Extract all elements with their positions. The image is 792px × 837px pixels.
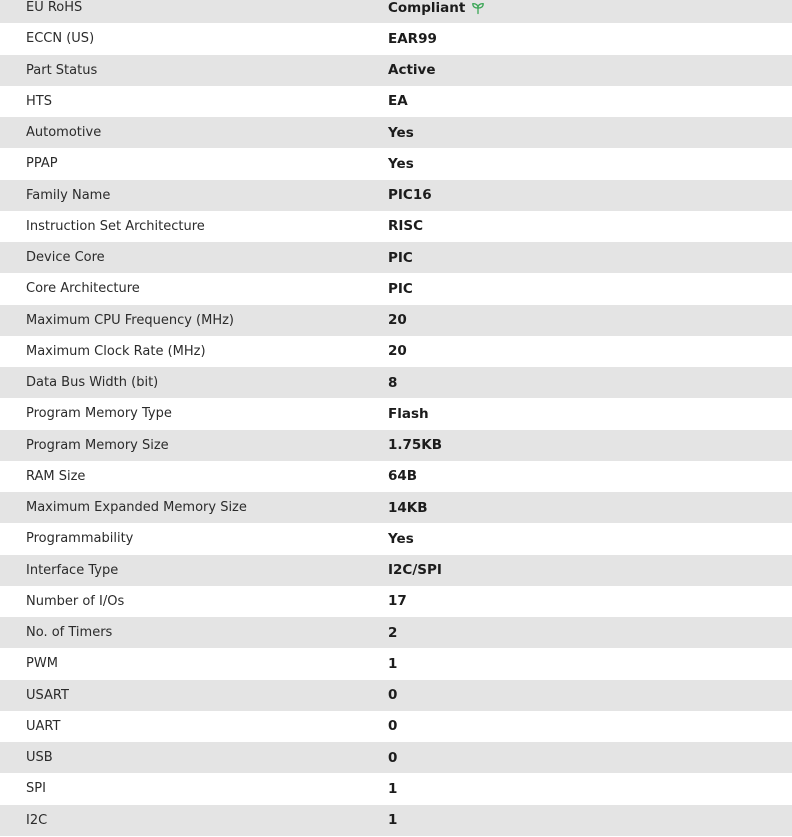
spec-value-cell xyxy=(388,156,414,172)
spec-value-cell xyxy=(388,687,397,703)
spec-value: 1 xyxy=(388,780,398,797)
spec-value-cell xyxy=(388,0,485,16)
spec-value: 0 xyxy=(388,749,398,766)
spec-value: 1 xyxy=(388,812,398,829)
spec-row xyxy=(0,617,792,648)
spec-value-cell xyxy=(388,500,428,516)
spec-value: 1.75KB xyxy=(388,437,443,454)
spec-label: Program Memory Size xyxy=(26,437,169,453)
spec-label: No. of Timers xyxy=(26,625,113,641)
spec-value: 20 xyxy=(388,343,407,360)
spec-label: Part Status xyxy=(26,62,98,78)
spec-value-cell xyxy=(388,343,407,359)
spec-value: 0 xyxy=(388,718,398,735)
spec-value-cell xyxy=(388,281,413,297)
spec-label: I2C xyxy=(26,812,48,828)
spec-row xyxy=(0,805,792,836)
spec-value: Active xyxy=(388,62,436,79)
spec-label: EU RoHS xyxy=(26,0,83,16)
spec-row xyxy=(0,648,792,679)
spec-value: 0 xyxy=(388,687,398,704)
spec-row xyxy=(0,211,792,242)
spec-label: Data Bus Width (bit) xyxy=(26,375,159,391)
spec-label: RAM Size xyxy=(26,468,86,484)
spec-row xyxy=(0,336,792,367)
spec-value: 20 xyxy=(388,312,407,329)
spec-value-cell xyxy=(388,781,397,797)
spec-label: Instruction Set Architecture xyxy=(26,218,205,234)
spec-value: EAR99 xyxy=(388,30,437,47)
spec-value-cell xyxy=(388,62,436,78)
spec-label: Family Name xyxy=(26,187,111,203)
leaf-icon xyxy=(471,1,485,15)
spec-row xyxy=(0,117,792,148)
spec-value: Compliant xyxy=(388,0,466,16)
spec-row xyxy=(0,242,792,273)
spec-label: Core Architecture xyxy=(26,281,140,297)
spec-row xyxy=(0,273,792,304)
spec-row xyxy=(0,711,792,742)
spec-label: ECCN (US) xyxy=(26,31,95,47)
spec-row xyxy=(0,398,792,429)
spec-row xyxy=(0,742,792,773)
spec-row xyxy=(0,461,792,492)
spec-label: PPAP xyxy=(26,156,58,172)
spec-value: 1 xyxy=(388,655,398,672)
spec-row xyxy=(0,523,792,554)
spec-value: 2 xyxy=(388,624,398,641)
spec-row xyxy=(0,492,792,523)
spec-label: USART xyxy=(26,687,69,703)
spec-label: Programmability xyxy=(26,531,134,547)
spec-row xyxy=(0,148,792,179)
spec-row xyxy=(0,555,792,586)
spec-row xyxy=(0,367,792,398)
spec-row xyxy=(0,305,792,336)
spec-value: Yes xyxy=(388,530,414,547)
spec-row xyxy=(0,430,792,461)
spec-value: 14KB xyxy=(388,499,428,516)
spec-label: USB xyxy=(26,750,53,766)
spec-label: Maximum Expanded Memory Size xyxy=(26,500,247,516)
spec-value: Yes xyxy=(388,124,414,141)
spec-value-cell xyxy=(388,375,397,391)
spec-row xyxy=(0,86,792,117)
spec-value-cell xyxy=(388,406,429,422)
spec-label: UART xyxy=(26,718,61,734)
spec-row xyxy=(0,773,792,804)
spec-value-cell xyxy=(388,218,423,234)
spec-value: 64B xyxy=(388,468,418,485)
spec-label: HTS xyxy=(26,93,52,109)
spec-value: 17 xyxy=(388,593,407,610)
spec-row xyxy=(0,680,792,711)
spec-value-cell xyxy=(388,125,414,141)
spec-value: PIC xyxy=(388,280,413,297)
spec-value-cell xyxy=(388,250,413,266)
spec-value-cell xyxy=(388,31,437,47)
spec-label: Number of I/Os xyxy=(26,593,125,609)
spec-row xyxy=(0,23,792,54)
spec-value-cell xyxy=(388,750,397,766)
spec-value: Flash xyxy=(388,405,429,422)
spec-row xyxy=(0,55,792,86)
spec-value-cell xyxy=(388,468,417,484)
spec-value: PIC xyxy=(388,249,413,266)
spec-value-cell xyxy=(388,812,397,828)
spec-value: PIC16 xyxy=(388,187,432,204)
spec-label: Program Memory Type xyxy=(26,406,172,422)
spec-label: PWM xyxy=(26,656,58,672)
spec-label: Device Core xyxy=(26,250,105,266)
spec-value: RISC xyxy=(388,218,424,235)
spec-value-cell xyxy=(388,312,407,328)
spec-value-cell xyxy=(388,625,397,641)
spec-value-cell xyxy=(388,656,397,672)
spec-row xyxy=(0,0,792,23)
spec-label: Interface Type xyxy=(26,562,119,578)
spec-value-cell xyxy=(388,531,414,547)
spec-value-cell xyxy=(388,187,432,203)
spec-value-cell xyxy=(388,93,408,109)
spec-value-cell xyxy=(388,718,397,734)
spec-row xyxy=(0,180,792,211)
spec-row xyxy=(0,586,792,617)
spec-value-cell xyxy=(388,437,442,453)
spec-value: EA xyxy=(388,93,408,110)
spec-value: I2C/SPI xyxy=(388,562,442,579)
spec-value: Yes xyxy=(388,155,414,172)
spec-value-cell xyxy=(388,593,407,609)
spec-label: Automotive xyxy=(26,125,102,141)
spec-label: Maximum Clock Rate (MHz) xyxy=(26,343,206,359)
spec-value-cell xyxy=(388,562,442,578)
spec-value: 8 xyxy=(388,374,398,391)
spec-label: SPI xyxy=(26,781,46,797)
spec-label: Maximum CPU Frequency (MHz) xyxy=(26,312,234,328)
